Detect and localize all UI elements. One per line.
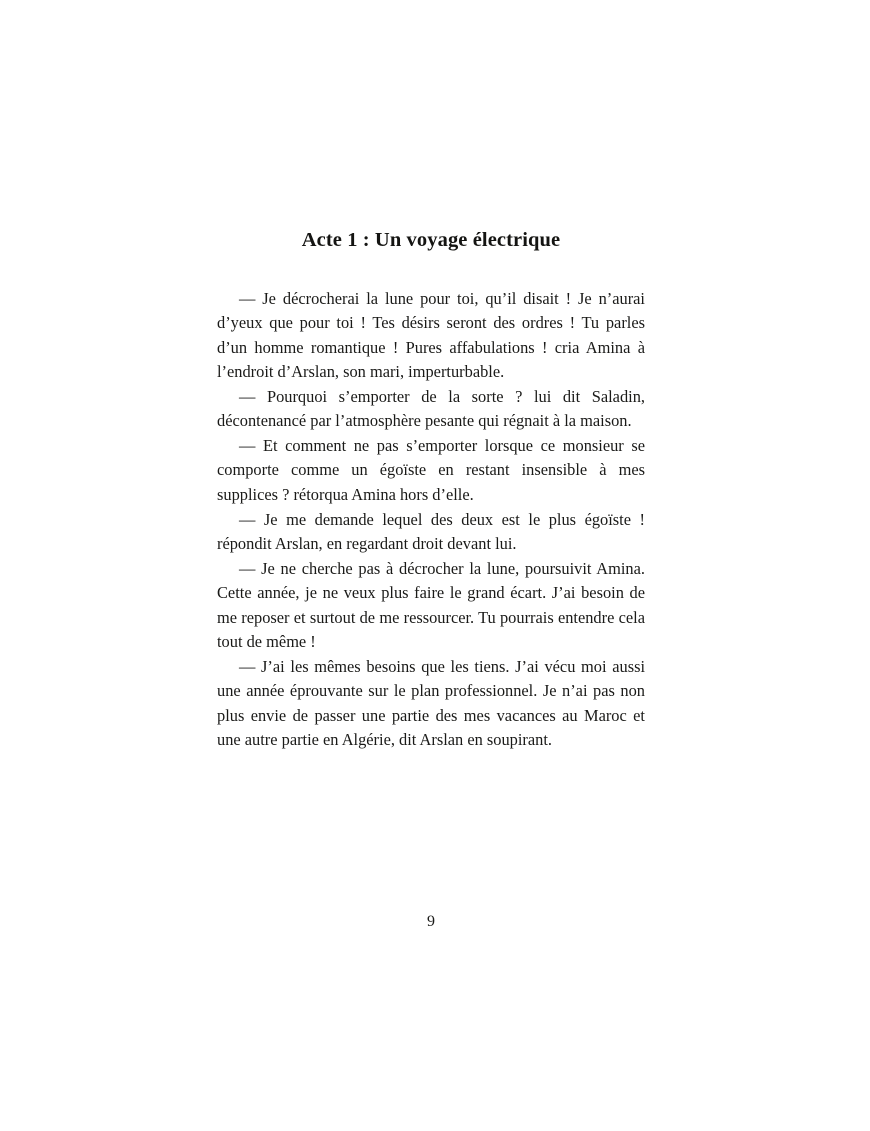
- paragraph: — Pourquoi s’emporter de la sorte ? lui dit Saladin, décontenancé par l’atmosphère pesante qui régnait à la maison.: [217, 386, 645, 431]
- chapter-title: Acte 1 : Un voyage électrique: [301, 229, 561, 251]
- paragraph: — Je décrocherai la lune pour toi, qu’il disait ! Je n’aurai d’yeux que pour toi ! Tes désirs seront des ordres ! Tu parles d’un homme romantique ! Pures affabulations ! cria Amina à l’endroit d’Arslan, son mari, imperturbable.: [217, 288, 645, 382]
- paragraph: — Et comment ne pas s’emporter lorsque ce monsieur se comporte comme un égoïste en restant insensible à mes supplices ? rétorqua Amina hors d’elle.: [217, 435, 645, 504]
- text-block: [217, 228, 645, 753]
- body-copy: [217, 287, 645, 753]
- page-number: 9: [427, 913, 435, 930]
- paragraph: — J’ai les mêmes besoins que les tiens. J’ai vécu moi aussi une année éprouvante sur le plan professionnel. Je n’ai pas non plus envie de passer une partie des mes vacances au Maroc et une autre partie en Algérie, dit Arslan en soupirant.: [217, 656, 645, 750]
- paragraph: — Je me demande lequel des deux est le plus égoïste ! répondit Arslan, en regardant droit devant lui.: [217, 509, 645, 554]
- paragraph: — Je ne cherche pas à décrocher la lune, poursuivit Amina. Cette année, je ne veux plus faire le grand écart. J’ai besoin de me reposer et surtout de me ressourcer. Tu pourrais entendre cela tout de même !: [217, 558, 645, 652]
